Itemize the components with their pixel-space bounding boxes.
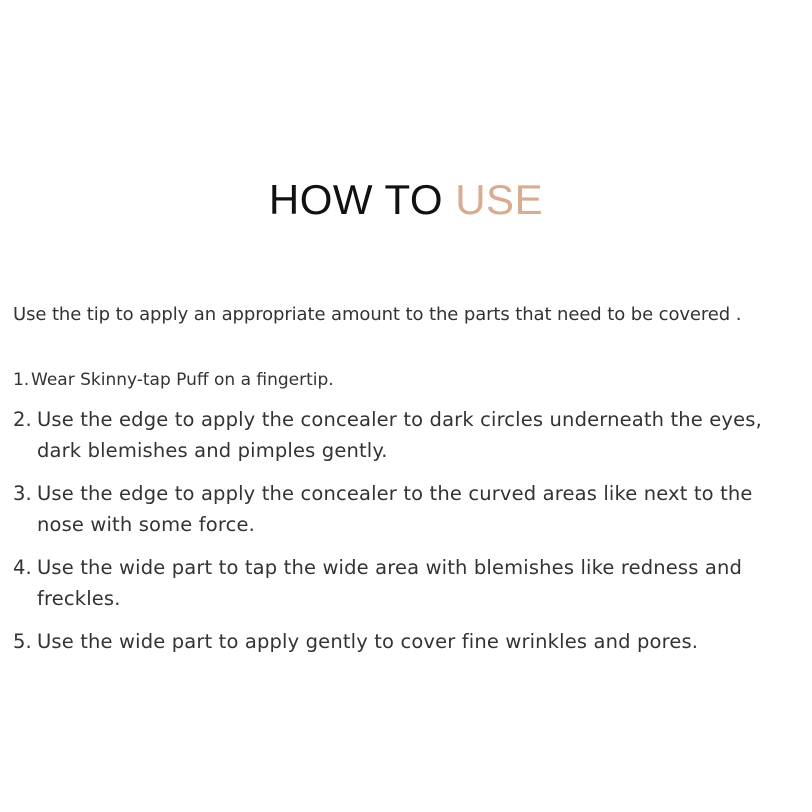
step-item-2 — [13, 404, 798, 466]
step-number: 1. — [13, 370, 30, 390]
step-item-5 — [13, 626, 798, 657]
step-item-4 — [13, 552, 798, 614]
step-text: Use the wide part to apply gently to cover fine wrinkles and pores. — [37, 630, 699, 653]
step-number: 3. — [13, 482, 32, 505]
intro-text: Use the tip to apply an appropriate amount to the parts that need to be covered . — [13, 304, 742, 325]
step-text: Wear Skinny-tap Puff on a fingertip. — [31, 370, 334, 390]
step-number: 5. — [13, 630, 32, 653]
step-number: 2. — [13, 408, 32, 431]
step-number: 4. — [13, 556, 32, 579]
step-item-1 — [13, 366, 798, 394]
step-item-3 — [13, 478, 798, 540]
step-text: Use the wide part to tap the wide area with blemishes like redness and freckles. — [37, 556, 743, 610]
steps-list — [13, 366, 798, 669]
page-title — [0, 176, 812, 224]
step-text: Use the edge to apply the concealer to the curved areas like next to the nose with some force. — [37, 482, 753, 536]
title-text: HOW TO — [268, 176, 456, 223]
title-accent: USE — [455, 176, 544, 223]
step-text: Use the edge to apply the concealer to dark circles underneath the eyes, dark blemishes and pimples gently. — [37, 408, 762, 462]
